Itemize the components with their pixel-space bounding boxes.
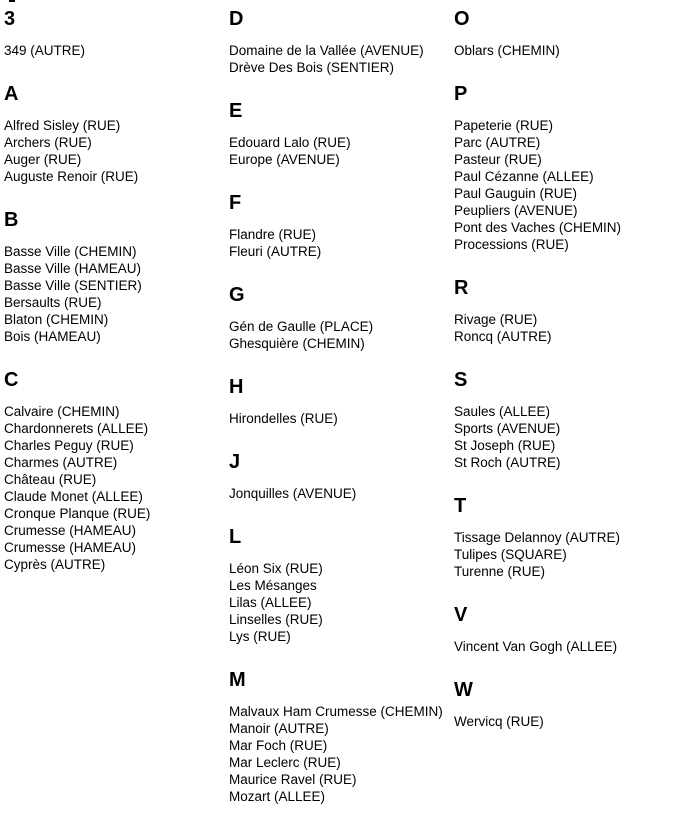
- street-entry[interactable]: Drève Des Bois (SENTIER): [229, 60, 395, 75]
- street-entry[interactable]: Gén de Gaulle (PLACE): [229, 319, 374, 334]
- section-letter-heading: O: [454, 8, 470, 30]
- letter-section: [454, 369, 675, 471]
- section-letter-heading: L: [229, 526, 242, 548]
- street-entry[interactable]: Rivage (RUE): [454, 312, 538, 327]
- street-entry[interactable]: Tulipes (SQUARE): [454, 547, 567, 562]
- street-entry[interactable]: Papeterie (RUE): [454, 118, 554, 133]
- street-entry[interactable]: Malvaux Ham Crumesse (CHEMIN): [229, 704, 443, 719]
- street-entry[interactable]: Wervicq (RUE): [454, 714, 544, 729]
- street-entry[interactable]: St Joseph (RUE): [454, 438, 556, 453]
- street-entry[interactable]: St Roch (AUTRE): [454, 455, 561, 470]
- letter-section: [454, 8, 675, 59]
- street-entry[interactable]: Jonquilles (AVENUE): [229, 486, 357, 501]
- street-entry[interactable]: Mar Leclerc (RUE): [229, 755, 341, 770]
- section-letter-heading: M: [229, 669, 246, 691]
- section-letter-heading: C: [4, 369, 19, 391]
- section-letter-heading: V: [454, 604, 468, 626]
- index-column-1: [4, 8, 229, 829]
- section-letter-heading: R: [454, 277, 469, 299]
- index-column-2: [229, 8, 454, 829]
- street-entry[interactable]: Cronque Planque (RUE): [4, 506, 151, 521]
- letter-section: [4, 369, 229, 573]
- letter-section: [454, 495, 675, 580]
- letter-section: [229, 526, 454, 645]
- street-entry[interactable]: Château (RUE): [4, 472, 97, 487]
- street-entry[interactable]: Edouard Lalo (RUE): [229, 135, 351, 150]
- street-entry[interactable]: Processions (RUE): [454, 237, 569, 252]
- street-entry[interactable]: Claude Monet (ALLEE): [4, 489, 143, 504]
- letter-section: [229, 376, 454, 427]
- street-entry[interactable]: Vincent Van Gogh (ALLEE): [454, 639, 618, 654]
- street-entry[interactable]: Bois (HAMEAU): [4, 329, 101, 344]
- street-entry[interactable]: Maurice Ravel (RUE): [229, 772, 357, 787]
- street-entry[interactable]: Sports (AVENUE): [454, 421, 561, 436]
- street-entry[interactable]: Crumesse (HAMEAU): [4, 540, 137, 555]
- letter-section: [454, 277, 675, 345]
- street-entry[interactable]: Alfred Sisley (RUE): [4, 118, 121, 133]
- index-column-3: [454, 8, 675, 829]
- street-entry[interactable]: Lilas (ALLEE): [229, 595, 312, 610]
- street-entry[interactable]: Lys (RUE): [229, 629, 291, 644]
- letter-section: [229, 669, 454, 805]
- section-letter-heading: W: [454, 679, 473, 701]
- street-entry[interactable]: Blaton (CHEMIN): [4, 312, 109, 327]
- section-letter-heading: E: [229, 100, 243, 122]
- section-letter-heading: F: [229, 192, 242, 214]
- section-letter-heading: D: [229, 8, 244, 30]
- street-entry[interactable]: Manoir (AUTRE): [229, 721, 329, 736]
- section-letter-heading: 3: [4, 8, 16, 30]
- section-letter-heading: T: [454, 495, 467, 517]
- street-entry[interactable]: Ghesquière (CHEMIN): [229, 336, 365, 351]
- street-entry[interactable]: Saules (ALLEE): [454, 404, 551, 419]
- letter-section: [4, 209, 229, 345]
- street-entry[interactable]: Basse Ville (HAMEAU): [4, 261, 142, 276]
- street-entry[interactable]: Bersaults (RUE): [4, 295, 102, 310]
- section-letter-heading: A: [4, 83, 19, 105]
- street-entry[interactable]: Paul Gauguin (RUE): [454, 186, 578, 201]
- street-entry[interactable]: Pasteur (RUE): [454, 152, 542, 167]
- street-entry[interactable]: Peupliers (AVENUE): [454, 203, 578, 218]
- letter-section: [454, 83, 675, 253]
- street-entry[interactable]: Charmes (AUTRE): [4, 455, 118, 470]
- letter-section: [229, 100, 454, 168]
- clipped-text-fragment: [9, 0, 15, 2]
- section-letter-heading: J: [229, 451, 241, 473]
- letter-section: [454, 679, 675, 730]
- street-entry[interactable]: Domaine de la Vallée (AVENUE): [229, 43, 424, 58]
- section-letter-heading: B: [4, 209, 19, 231]
- section-letter-heading: P: [454, 83, 468, 105]
- street-entry[interactable]: Flandre (RUE): [229, 227, 317, 242]
- street-entry[interactable]: Crumesse (HAMEAU): [4, 523, 137, 538]
- street-entry[interactable]: Linselles (RUE): [229, 612, 323, 627]
- street-entry[interactable]: Chardonnerets (ALLEE): [4, 421, 149, 436]
- letter-section: [454, 604, 675, 655]
- street-entry[interactable]: Tissage Delannoy (AUTRE): [454, 530, 621, 545]
- street-entry[interactable]: Les Mésanges: [229, 578, 317, 593]
- street-entry[interactable]: Turenne (RUE): [454, 564, 546, 579]
- letter-section: [229, 8, 454, 76]
- street-entry[interactable]: Roncq (AUTRE): [454, 329, 552, 344]
- street-entry[interactable]: Basse Ville (CHEMIN): [4, 244, 137, 259]
- letter-section: [229, 284, 454, 352]
- street-entry[interactable]: Mar Foch (RUE): [229, 738, 328, 753]
- street-entry[interactable]: Oblars (CHEMIN): [454, 43, 560, 58]
- street-entry[interactable]: Archers (RUE): [4, 135, 92, 150]
- street-entry[interactable]: Hirondelles (RUE): [229, 411, 338, 426]
- letter-section: [229, 192, 454, 260]
- street-entry[interactable]: Mozart (ALLEE): [229, 789, 326, 804]
- street-entry[interactable]: 349 (AUTRE): [4, 43, 86, 58]
- letter-section: [4, 83, 229, 185]
- street-entry[interactable]: Cyprès (AUTRE): [4, 557, 106, 572]
- street-entry[interactable]: Paul Cézanne (ALLEE): [454, 169, 594, 184]
- letter-section: [4, 8, 229, 59]
- street-entry[interactable]: Calvaire (CHEMIN): [4, 404, 120, 419]
- section-letter-heading: H: [229, 376, 244, 398]
- street-entry[interactable]: Fleuri (AUTRE): [229, 244, 322, 259]
- street-entry[interactable]: Charles Peguy (RUE): [4, 438, 134, 453]
- street-entry[interactable]: Europe (AVENUE): [229, 152, 340, 167]
- street-entry[interactable]: Auguste Renoir (RUE): [4, 169, 139, 184]
- section-letter-heading: G: [229, 284, 245, 306]
- street-entry[interactable]: Basse Ville (SENTIER): [4, 278, 142, 293]
- section-letter-heading: S: [454, 369, 468, 391]
- street-entry[interactable]: Léon Six (RUE): [229, 561, 323, 576]
- street-entry[interactable]: Parc (AUTRE): [454, 135, 541, 150]
- street-entry[interactable]: Auger (RUE): [4, 152, 82, 167]
- letter-section: [229, 451, 454, 502]
- street-entry[interactable]: Pont des Vaches (CHEMIN): [454, 220, 622, 235]
